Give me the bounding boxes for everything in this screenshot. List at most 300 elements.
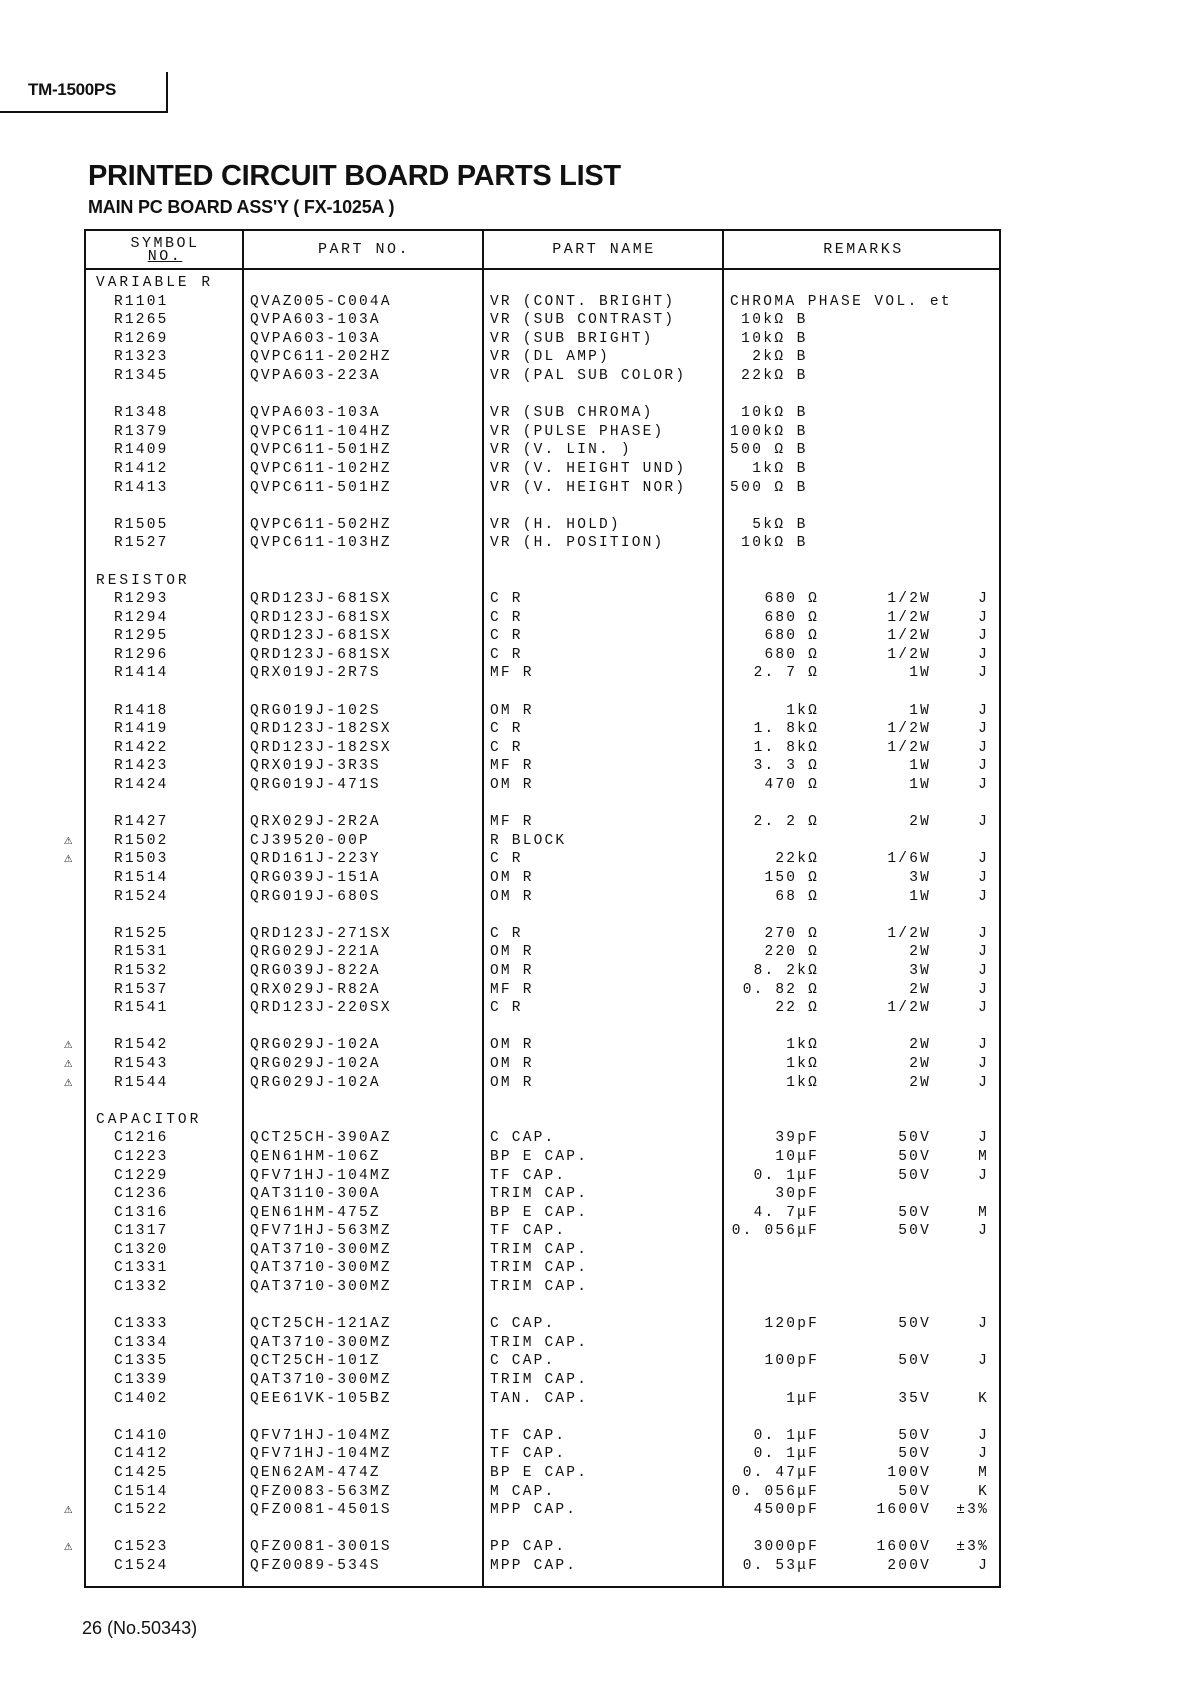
symbol-no: R1532 — [114, 962, 169, 979]
remarks-text: 10kΩ B — [730, 312, 808, 329]
symbol-no: R1514 — [114, 870, 169, 886]
remarks-value: 1kΩ — [786, 702, 819, 719]
remarks-value: 1. 8kΩ — [753, 739, 819, 756]
symbol-no: R1412 — [114, 460, 169, 477]
remarks-rating: 1W — [909, 888, 931, 905]
table-row — [86, 441, 999, 460]
safety-warning-icon: ⚠ — [64, 832, 75, 849]
part-no: QVPA603-103A — [250, 330, 381, 347]
table-row — [86, 739, 999, 758]
symbol-no: C1402 — [114, 1390, 169, 1407]
safety-warning-icon: ⚠ — [64, 1037, 75, 1054]
page-footer: 26 (No.50343) — [82, 1618, 198, 1638]
remarks-value: 680 Ω — [764, 591, 819, 608]
part-no: QCT25CH-101Z — [250, 1353, 381, 1370]
table-row — [86, 330, 999, 349]
part-name: BP E CAP. — [490, 1204, 589, 1221]
remarks-rating: 50V — [898, 1130, 931, 1147]
table-row — [86, 813, 999, 832]
part-name: C R — [490, 628, 523, 645]
remarks-tolerance: J — [978, 702, 989, 719]
table-row — [86, 776, 999, 795]
remarks-value: 3. 3 Ω — [753, 758, 819, 775]
part-no: QRG029J-102A — [250, 1074, 381, 1091]
remarks-value: 680 Ω — [764, 609, 819, 626]
part-name: C R — [490, 646, 523, 663]
remarks-value: 8. 2kΩ — [753, 962, 819, 979]
part-no: QVPC611-501HZ — [250, 479, 392, 496]
header-rule — [86, 268, 999, 270]
part-no: QFZ0089-534S — [250, 1557, 381, 1574]
part-no: QVPC611-103HZ — [250, 535, 392, 552]
part-no: QVPA603-103A — [250, 312, 381, 329]
table-row — [86, 869, 999, 888]
symbol-no: C1522 — [114, 1502, 169, 1519]
part-no: QRG039J-822A — [250, 962, 381, 979]
remarks-tolerance: J — [978, 777, 989, 794]
table-row — [86, 702, 999, 721]
part-no: QEE61VK-105BZ — [250, 1390, 392, 1407]
part-name: OM R — [490, 702, 534, 719]
symbol-no: R1265 — [114, 312, 169, 329]
remarks-rating: 1W — [909, 702, 931, 719]
part-no: QFZ0083-563MZ — [250, 1483, 392, 1500]
symbol-no: R1525 — [114, 925, 169, 942]
table-row — [86, 664, 999, 683]
remarks-tolerance: J — [978, 665, 989, 682]
symbol-no: R1293 — [114, 591, 169, 608]
remarks-value: 22kΩ — [775, 851, 819, 868]
table-row — [86, 367, 999, 386]
part-no: QRD123J-220SX — [250, 1000, 392, 1017]
remarks-value: 1kΩ — [786, 1055, 819, 1072]
part-name: TF CAP. — [490, 1223, 567, 1240]
part-no: QAT3710-300MZ — [250, 1241, 392, 1258]
part-no: QFZ0081-3001S — [250, 1539, 392, 1556]
symbol-no: C1332 — [114, 1279, 169, 1296]
table-row — [64, 1501, 999, 1520]
part-name: C CAP. — [490, 1353, 556, 1370]
remarks-rating: 50V — [898, 1148, 931, 1165]
table-row — [86, 925, 999, 944]
part-no: QRD161J-223Y — [250, 851, 381, 868]
part-no: QRG029J-102A — [250, 1037, 381, 1054]
remarks-rating: 50V — [898, 1316, 931, 1333]
remarks-tolerance: J — [978, 851, 989, 868]
remarks-tolerance: K — [978, 1483, 989, 1500]
symbol-no: C1216 — [114, 1130, 169, 1147]
part-no: QRG019J-471S — [250, 777, 381, 794]
symbol-no: R1537 — [114, 981, 169, 998]
remarks-tolerance: J — [978, 1353, 989, 1370]
part-name: TRIM CAP. — [490, 1279, 589, 1296]
table-row — [86, 404, 999, 423]
symbol-no: R1296 — [114, 646, 169, 663]
remarks-text: 2kΩ B — [730, 349, 808, 366]
symbol-no: C1223 — [114, 1148, 169, 1165]
part-no: QCT25CH-121AZ — [250, 1316, 392, 1333]
safety-warning-icon: ⚠ — [64, 1055, 75, 1072]
model-label: TM-1500PS — [28, 80, 117, 99]
part-no: QRD123J-182SX — [250, 721, 392, 738]
part-name: TRIM CAP. — [490, 1372, 589, 1389]
remarks-tolerance: J — [978, 1000, 989, 1017]
symbol-no: C1425 — [114, 1465, 169, 1481]
symbol-no: R1269 — [114, 330, 169, 347]
part-no: QAT3710-300MZ — [250, 1334, 392, 1351]
header-symbol — [86, 231, 244, 268]
remarks-tolerance: J — [978, 758, 989, 775]
remarks-tolerance: J — [978, 1074, 989, 1091]
remarks-tolerance: ±3% — [956, 1502, 989, 1519]
table-row — [86, 1167, 999, 1186]
part-name: TRIM CAP. — [490, 1260, 589, 1277]
remarks-value: 1. 8kΩ — [753, 721, 819, 738]
remarks-text: 10kΩ B — [730, 405, 808, 422]
part-no: QFV71HJ-104MZ — [250, 1167, 392, 1184]
table-body — [64, 274, 999, 1594]
table-row — [86, 981, 999, 1000]
remarks-tolerance: J — [978, 1055, 989, 1072]
symbol-no: R1294 — [114, 609, 169, 626]
part-name: VR (V. HEIGHT UND) — [490, 460, 687, 477]
part-name: C R — [490, 721, 523, 738]
part-name: C R — [490, 925, 523, 942]
part-name: VR (SUB CONTRAST) — [490, 312, 676, 329]
part-no: QVPC611-102HZ — [250, 460, 392, 477]
part-name: OM R — [490, 888, 534, 905]
remarks-value: 1kΩ — [786, 1037, 819, 1054]
symbol-no: C1229 — [114, 1167, 169, 1184]
part-no: QFV71HJ-104MZ — [250, 1427, 392, 1444]
part-no: QVPA603-103A — [250, 405, 381, 422]
remarks-value: 270 Ω — [764, 925, 819, 942]
part-no: CJ39520-00P — [250, 832, 370, 849]
remarks-rating: 50V — [898, 1483, 931, 1500]
remarks-rating: 1W — [909, 777, 931, 794]
table-row — [64, 1538, 999, 1557]
remarks-tolerance: J — [978, 888, 989, 905]
remarks-rating: 1/6W — [887, 851, 931, 868]
part-no: QVPC611-202HZ — [250, 349, 392, 366]
part-no: QEN61HM-475Z — [250, 1204, 381, 1221]
symbol-no: R1424 — [114, 777, 169, 794]
part-name: TRIM CAP. — [490, 1334, 589, 1351]
part-no: QVPA603-223A — [250, 367, 381, 384]
symbol-no: R1502 — [114, 832, 169, 849]
table-row — [86, 627, 999, 646]
part-name: MPP CAP. — [490, 1557, 578, 1574]
remarks-value: 120pF — [764, 1316, 819, 1333]
remarks-tolerance: J — [978, 1223, 989, 1240]
remarks-rating: 1W — [909, 665, 931, 682]
remarks-value: 680 Ω — [764, 628, 819, 645]
remarks-text: 5kΩ B — [730, 516, 808, 533]
remarks-value: 22 Ω — [775, 1000, 819, 1017]
remarks-value: 3000pF — [753, 1539, 819, 1556]
symbol-no: C1410 — [114, 1427, 169, 1444]
table-row — [64, 1036, 999, 1055]
row-spacer — [86, 683, 999, 702]
remarks-rating: 50V — [898, 1427, 931, 1444]
part-no: QRG019J-102S — [250, 702, 381, 719]
section-header — [86, 572, 999, 591]
row-spacer — [86, 795, 999, 814]
part-name: OM R — [490, 962, 534, 979]
table-row — [86, 1222, 999, 1241]
table-row — [86, 516, 999, 535]
part-name: VR (PULSE PHASE) — [490, 423, 665, 440]
part-name: C R — [490, 591, 523, 608]
symbol-no: C1514 — [114, 1483, 169, 1500]
remarks-tolerance: J — [978, 1167, 989, 1184]
remarks-rating: 50V — [898, 1204, 931, 1221]
part-no: QRG019J-680S — [250, 888, 381, 905]
part-name: VR (H. POSITION) — [490, 535, 665, 552]
row-spacer — [86, 1092, 999, 1111]
part-name: OM R — [490, 944, 534, 961]
remarks-rating: 3W — [909, 962, 931, 979]
row-spacer — [86, 1297, 999, 1316]
remarks-text: 500 Ω B — [730, 479, 808, 496]
part-name: C R — [490, 739, 523, 756]
remarks-value: 0. 47μF — [742, 1465, 819, 1481]
symbol-no: R1505 — [114, 516, 169, 533]
table-row — [86, 888, 999, 907]
table-row — [86, 479, 999, 498]
safety-warning-icon: ⚠ — [64, 1539, 75, 1556]
part-name: MF R — [490, 981, 534, 998]
section-label: CAPACITOR — [96, 1111, 202, 1128]
remarks-value: 4. 7μF — [753, 1204, 819, 1221]
part-no: QEN61HM-106Z — [250, 1148, 381, 1165]
table-row — [86, 1334, 999, 1353]
part-no: QVPC611-502HZ — [250, 516, 392, 533]
remarks-value: 1μF — [786, 1390, 819, 1407]
part-no: QRD123J-681SX — [250, 628, 392, 645]
part-no: QRX029J-2R2A — [250, 814, 381, 831]
remarks-rating: 2W — [909, 981, 931, 998]
remarks-value: 150 Ω — [764, 870, 819, 886]
table-row — [86, 1129, 999, 1148]
remarks-tolerance: M — [978, 1204, 989, 1221]
remarks-value: 0. 1μF — [753, 1167, 819, 1184]
model-rule-vertical — [166, 72, 168, 113]
remarks-tolerance: K — [978, 1390, 989, 1407]
table-row — [86, 1241, 999, 1260]
symbol-no: C1334 — [114, 1334, 169, 1351]
remarks-rating: 1/2W — [887, 628, 931, 645]
row-spacer — [86, 1408, 999, 1427]
table-row — [86, 609, 999, 628]
table-row — [86, 1185, 999, 1204]
part-name: VR (H. HOLD) — [490, 516, 621, 533]
symbol-no: C1335 — [114, 1353, 169, 1370]
page-title: PRINTED CIRCUIT BOARD PARTS LIST — [88, 160, 621, 192]
symbol-no: R1423 — [114, 758, 169, 775]
symbol-no: C1331 — [114, 1260, 169, 1277]
part-name: TRIM CAP. — [490, 1186, 589, 1203]
remarks-rating: 1/2W — [887, 925, 931, 942]
part-no: QRD123J-271SX — [250, 925, 392, 942]
part-no: QVPC611-501HZ — [250, 442, 392, 459]
table-row — [86, 1148, 999, 1167]
part-no: QFV71HJ-563MZ — [250, 1223, 392, 1240]
remarks-value: 220 Ω — [764, 944, 819, 961]
table-row — [86, 720, 999, 739]
remarks-value: 0. 82 Ω — [742, 981, 819, 998]
table-row — [86, 460, 999, 479]
symbol-no: R1101 — [114, 293, 169, 310]
symbol-no: R1345 — [114, 367, 169, 384]
symbol-no: R1427 — [114, 814, 169, 831]
symbol-no: R1409 — [114, 442, 169, 459]
symbol-no: R1295 — [114, 628, 169, 645]
part-no: QRX019J-3R3S — [250, 758, 381, 775]
remarks-value: 0. 056μF — [731, 1483, 819, 1500]
remarks-text: 22kΩ B — [730, 367, 808, 384]
remarks-tolerance: J — [978, 646, 989, 663]
symbol-no: R1544 — [114, 1074, 169, 1091]
row-spacer — [86, 386, 999, 405]
part-name: OM R — [490, 1037, 534, 1054]
table-row — [86, 1427, 999, 1446]
part-name: TF CAP. — [490, 1167, 567, 1184]
remarks-tolerance: J — [978, 981, 989, 998]
part-name: TRIM CAP. — [490, 1241, 589, 1258]
section-header — [86, 1111, 999, 1130]
remarks-rating: 1600V — [876, 1502, 931, 1519]
remarks-rating: 2W — [909, 1037, 931, 1054]
symbol-no: R1414 — [114, 665, 169, 682]
part-name: R BLOCK — [490, 832, 567, 849]
safety-warning-icon: ⚠ — [64, 1502, 75, 1519]
remarks-value: 10μF — [775, 1148, 819, 1165]
part-no: QRD123J-182SX — [250, 739, 392, 756]
remarks-tolerance: J — [978, 962, 989, 979]
part-name: C CAP. — [490, 1316, 556, 1333]
part-no: QAT3710-300MZ — [250, 1372, 392, 1389]
remarks-value: 4500pF — [753, 1502, 819, 1519]
remarks-tolerance: J — [978, 814, 989, 831]
row-spacer — [86, 553, 999, 572]
symbol-no: R1413 — [114, 479, 169, 496]
table-row — [86, 590, 999, 609]
symbol-no: C1320 — [114, 1241, 169, 1258]
remarks-value: 1kΩ — [786, 1074, 819, 1091]
table-row — [86, 1445, 999, 1464]
part-no: QCT25CH-390AZ — [250, 1130, 392, 1147]
remarks-value: 680 Ω — [764, 646, 819, 663]
table-row — [86, 1464, 999, 1483]
remarks-value: 0. 1μF — [753, 1427, 819, 1444]
part-name: VR (DL AMP) — [490, 349, 610, 366]
symbol-no: C1412 — [114, 1446, 169, 1463]
remarks-value: 39pF — [775, 1130, 819, 1147]
header-part-no: PART NO. — [317, 241, 410, 258]
remarks-rating: 2W — [909, 1074, 931, 1091]
part-no: QAT3110-300A — [250, 1186, 381, 1203]
page-subtitle: MAIN PC BOARD ASS'Y ( FX-1025A ) — [88, 197, 395, 217]
remarks-tolerance: J — [978, 609, 989, 626]
remarks-value: 0. 056μF — [731, 1223, 819, 1240]
part-name: TF CAP. — [490, 1427, 567, 1444]
part-no: QRD123J-681SX — [250, 646, 392, 663]
remarks-rating: 1/2W — [887, 1000, 931, 1017]
part-name: MF R — [490, 814, 534, 831]
remarks-tolerance: J — [978, 739, 989, 756]
part-name: C R — [490, 609, 523, 626]
part-name: MF R — [490, 665, 534, 682]
remarks-tolerance: M — [978, 1465, 989, 1481]
table-row — [86, 1557, 999, 1576]
remarks-tolerance: J — [978, 628, 989, 645]
remarks-text: 500 Ω B — [730, 442, 808, 459]
row-spacer — [86, 497, 999, 516]
part-no: QEN62AM-474Z — [250, 1465, 381, 1481]
remarks-rating: 50V — [898, 1167, 931, 1184]
table-row — [86, 293, 999, 312]
table-row — [86, 1483, 999, 1502]
table-row — [86, 999, 999, 1018]
symbol-no: C1523 — [114, 1539, 169, 1556]
part-name: VR (SUB CHROMA) — [490, 405, 654, 422]
part-no: QVAZ005-C004A — [250, 293, 392, 310]
remarks-tolerance: J — [978, 1446, 989, 1463]
table-row — [64, 850, 999, 869]
remarks-rating: 50V — [898, 1353, 931, 1370]
remarks-rating: 1W — [909, 758, 931, 775]
remarks-tolerance: J — [978, 591, 989, 608]
part-name: OM R — [490, 1074, 534, 1091]
remarks-tolerance: J — [978, 1130, 989, 1147]
remarks-tolerance: J — [978, 1037, 989, 1054]
symbol-no: R1379 — [114, 423, 169, 440]
part-name: VR (SUB BRIGHT) — [490, 330, 654, 347]
remarks-tolerance: J — [978, 1557, 989, 1574]
symbol-no: R1348 — [114, 405, 169, 422]
remarks-rating: 2W — [909, 814, 931, 831]
remarks-text: 1kΩ B — [730, 460, 808, 477]
symbol-no: R1503 — [114, 851, 169, 868]
header-remarks: REMARKS — [823, 241, 904, 258]
part-name: OM R — [490, 777, 534, 794]
part-name: MF R — [490, 758, 534, 775]
part-name: TF CAP. — [490, 1446, 567, 1463]
part-name: C R — [490, 1000, 523, 1017]
table-row — [86, 311, 999, 330]
table-row — [86, 1259, 999, 1278]
part-no: QRG029J-221A — [250, 944, 381, 961]
section-header — [86, 274, 999, 293]
table-row — [86, 348, 999, 367]
table-row — [64, 1074, 999, 1093]
part-no: QAT3710-300MZ — [250, 1260, 392, 1277]
remarks-rating: 1/2W — [887, 721, 931, 738]
remarks-tolerance: M — [978, 1148, 989, 1165]
remarks-rating: 3W — [909, 870, 931, 886]
remarks-value: 68 Ω — [775, 888, 819, 905]
remarks-value: 0. 53μF — [742, 1557, 819, 1574]
table-row — [86, 1352, 999, 1371]
remarks-rating: 1600V — [876, 1539, 931, 1556]
symbol-no: C1333 — [114, 1316, 169, 1333]
table-row — [86, 757, 999, 776]
safety-warning-icon: ⚠ — [64, 1074, 75, 1091]
row-spacer — [86, 1520, 999, 1539]
remarks-rating: 50V — [898, 1446, 931, 1463]
parts-table — [64, 229, 1001, 1588]
